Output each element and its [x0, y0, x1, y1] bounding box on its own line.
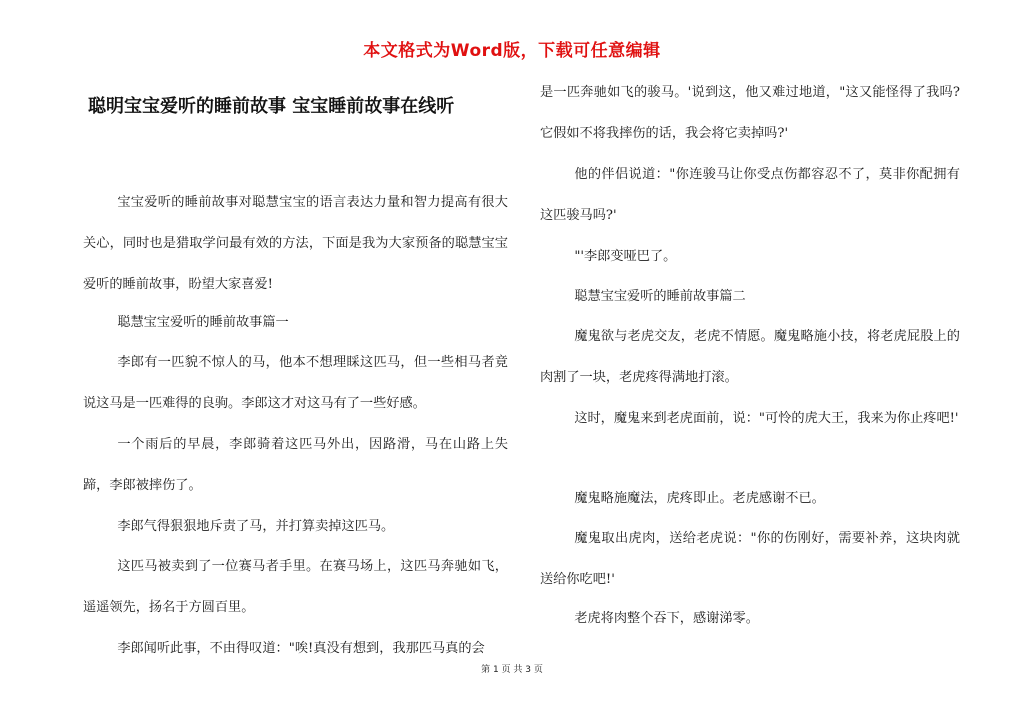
section-heading-2: 聪慧宝宝爱听的睡前故事篇二 — [574, 289, 746, 304]
paragraph: 李郎有一匹貌不惊人的马，他本不想理睬这匹马，但一些相马者竟说这马是一匹难得的良驹。李郎这才对这马有了一些好感。 — [83, 355, 508, 411]
intro-paragraph: 宝宝爱听的睡前故事对聪慧宝宝的语言表达力量和智力提高有很大关心，同时也是猎取学问最有效的方法，下面是我为大家预备的聪慧宝宝爱听的睡前故事，盼望大家喜爱! — [83, 195, 508, 292]
paragraph: 是一匹奔驰如飞的骏马。'说到这，他又难过地道，"这又能怪得了我吗?它假如不将我摔伤的话，我会将它卖掉吗?' — [540, 85, 960, 141]
paragraph: 这时，魔鬼来到老虎面前，说："可怜的虎大王，我来为你止疼吧!' — [574, 411, 959, 426]
paragraph: 老虎将肉整个吞下，感谢涕零。 — [574, 611, 759, 626]
download-banner: 本文格式为Word版，下载可任意编辑 — [363, 41, 661, 61]
paragraph: 魔鬼欲与老虎交友，老虎不情愿。魔鬼略施小技，将老虎屁股上的肉割了一块，老虎疼得满地打滚。 — [540, 329, 960, 385]
paragraph: 这匹马被卖到了一位赛马者手里。在赛马场上，这匹马奔驰如飞，遥遥领先，扬名于方圆百里。 — [83, 559, 508, 615]
paragraph: 李郎闻听此事，不由得叹道："唉!真没有想到，我那匹马真的会 — [117, 641, 485, 656]
paragraph: 他的伴侣说道："你连骏马让你受点伤都容忍不了，莫非你配拥有这匹骏马吗?' — [540, 167, 960, 223]
page-number: 第 1 页 共 3 页 — [481, 665, 543, 675]
section-heading-1: 聪慧宝宝爱听的睡前故事篇一 — [117, 315, 289, 330]
paragraph: 李郎气得狠狠地斥责了马，并打算卖掉这匹马。 — [117, 519, 395, 534]
paragraph: 魔鬼略施魔法，虎疼即止。老虎感谢不已。 — [574, 491, 825, 506]
document-title: 聪明宝宝爱听的睡前故事 宝宝睡前故事在线听 — [88, 96, 455, 117]
paragraph: 魔鬼取出虎肉，送给老虎说："你的伤刚好，需要补养，这块肉就送给你吃吧!' — [540, 531, 960, 587]
paragraph: 一个雨后的早晨，李郎骑着这匹马外出，因路滑，马在山路上失蹄，李郎被摔伤了。 — [83, 437, 508, 493]
paragraph: "'李郎变哑巴了。 — [574, 249, 677, 264]
